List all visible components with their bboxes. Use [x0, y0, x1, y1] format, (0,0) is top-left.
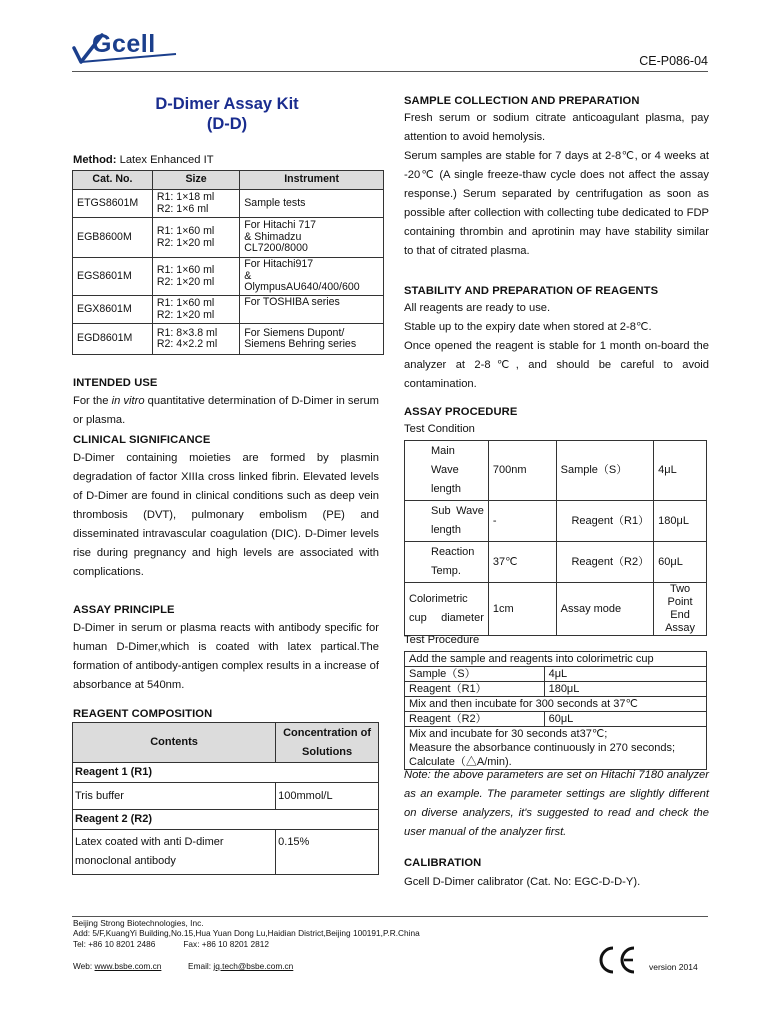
footer-fax: Fax: +86 10 8201 2812 [183, 938, 269, 949]
ce-mark-icon [597, 945, 637, 975]
cond-cup-label: Colorimetric cup diameter [405, 583, 489, 636]
test-condition-label: Test Condition [404, 423, 475, 435]
procedure-note: Note: the above parameters are set on Hitachi 7180 analyzer as an example. The parameter settings are slightly different on diverse analyzers, it's suggested to read and check the user manual of the analyzer first. [404, 769, 709, 838]
table-row [73, 830, 379, 875]
step-line: Calculate（△A/min). [409, 756, 512, 768]
sample-section [404, 95, 709, 261]
logo-brand-text: Gcell [92, 30, 156, 58]
instrument-text: & Shimadzu [244, 230, 302, 243]
calibration-text: Gcell D-Dimer calibrator (Cat. No: EGC-D-D-Y). [404, 876, 641, 888]
title-line-1: D-Dimer Assay Kit [155, 95, 299, 113]
cond-sample-label: Sample（S） [556, 441, 654, 501]
instrument-text: CL7200/8000 [244, 242, 308, 255]
rc-r1-conc: 100mmol/L [276, 783, 379, 810]
calibration-heading: CALIBRATION [404, 857, 482, 869]
document-code: CE-P086-04 [639, 54, 708, 68]
step-value: 180μL [544, 682, 706, 697]
step-line: Mix and incubate for 30 seconds at37℃; [409, 728, 608, 740]
sample-p1: Fresh serum or sodium citrate anticoagulant plasma, pay attention to avoid hemolysis. [404, 112, 709, 143]
intended-use-post: quantitative determination of D-Dimer in serum or plasma. [73, 395, 380, 426]
method-label: Method: [73, 154, 117, 166]
size-cell [152, 190, 239, 218]
rc-r2-conc: 0.15% [276, 830, 379, 875]
table-row [73, 258, 384, 296]
step-label: Reagent（R1） [405, 682, 545, 697]
cond-mode-value: Two Point End Assay [654, 583, 707, 636]
table-row [405, 682, 707, 697]
principle-heading: ASSAY PRINCIPLE [73, 604, 175, 616]
rc-header-row [73, 723, 379, 763]
size-r2: R2: 1×20 ml [156, 308, 215, 321]
intended-use-text [73, 392, 379, 430]
step-text [405, 727, 707, 770]
cond-cup-value: 1cm [488, 583, 556, 636]
instrument-cell [240, 190, 384, 218]
instrument-text: OlympusAU640/400/600 [244, 281, 360, 294]
footer [73, 918, 420, 971]
size-r1: R1: 1×18 ml [156, 191, 215, 203]
size-cell [152, 218, 239, 258]
intended-use-section [73, 377, 379, 430]
instrument-cell [240, 258, 384, 296]
stability-section [404, 285, 709, 394]
catalog-header-row [73, 171, 384, 190]
table-row [73, 783, 379, 810]
table-row [73, 324, 384, 355]
step-line: Measure the absorbance continuously in 270 seconds; [409, 742, 676, 754]
step-text: Mix and then incubate for 300 seconds at 37℃ [405, 697, 707, 712]
catalog-header-size: Size [152, 171, 239, 190]
reagent-composition-table [72, 722, 379, 875]
cond-sub-wave-value: - [488, 501, 556, 542]
cat-no-cell: EGX8601M [73, 296, 153, 324]
cond-main-wave-label: Main Wave length [405, 441, 489, 501]
cond-r1-label: Reagent（R1） [556, 501, 654, 542]
instrument-cell [240, 218, 384, 258]
footer-company: Beijing Strong Biotechnologies, Inc. [73, 918, 204, 928]
catalog-header-instrument: Instrument [240, 171, 384, 190]
rc-r1-label: Reagent 1 (R1) [73, 763, 379, 783]
rc-r2-label: Reagent 2 (R2) [73, 810, 379, 830]
instrument-text: For Hitachi 717 [244, 219, 317, 232]
instrument-text: Sample tests [244, 196, 306, 209]
catalog-header-cat: Cat. No. [73, 171, 153, 190]
table-row [405, 583, 707, 636]
footer-email-label: Email: [188, 960, 214, 971]
instrument-text: & [244, 269, 252, 282]
method-line [73, 154, 214, 166]
title-line-2: (D-D) [206, 115, 248, 133]
table-row [73, 190, 384, 218]
table-row [405, 727, 707, 770]
clinical-text: D-Dimer containing moieties are formed by plasmin degradation of factor XIIIa cross linked fibrin. Elevated levels of D-Dimer are found in clinical conditions such as deep vein thrombosis (DVT), pulmonary embolism (PE) and disseminated intravascular coagulation (DIC). D-Dimer levels rise during pregnancy and high levels are associated with complications. [73, 452, 379, 578]
test-condition-table [404, 440, 707, 636]
clinical-heading: CLINICAL SIGNIFICANCE [73, 434, 211, 446]
footer-email-link[interactable]: jq.tech@bsbe.com.cn [213, 960, 294, 971]
clinical-section [73, 434, 379, 582]
cat-no-cell: EGD8601M [73, 324, 153, 355]
cond-r2-value: 60μL [654, 542, 707, 583]
stability-p2: Stable up to the expiry date when stored at 2-8℃. [404, 321, 652, 333]
size-r1: R1: 1×60 ml [156, 264, 215, 276]
rc-header-concentration: Concentration of Solutions [276, 723, 379, 763]
table-row [405, 697, 707, 712]
size-cell [152, 296, 239, 324]
cat-no-cell: EGB8600M [73, 218, 153, 258]
rc-r1-item: Tris buffer [73, 783, 276, 810]
footer-web-label: Web: [73, 960, 95, 971]
size-r2: R2: 1×6 ml [156, 202, 209, 215]
stability-heading: STABILITY AND PREPARATION OF REAGENTS [404, 285, 659, 297]
instrument-text: For Hitachi917 [244, 258, 314, 271]
footer-address: Add: 5/F,KuangYi Building,No.15,Hua Yuan Dong Lu,Haidian District,Beijing 100191,P.R.China [73, 928, 420, 939]
reagent-comp-heading: REAGENT COMPOSITION [73, 708, 213, 720]
size-cell [152, 258, 239, 296]
test-procedure-label: Test Procedure [404, 634, 480, 646]
step-text: Add the sample and reagents into colorimetric cup [405, 652, 707, 667]
rc-header-contents: Contents [73, 723, 276, 763]
footer-web-link[interactable]: www.bsbe.com.cn [94, 960, 162, 971]
footer-divider [72, 916, 708, 917]
size-cell [152, 324, 239, 355]
instrument-text: For Siemens Dupont/ [244, 326, 345, 339]
cond-sample-value: 4μL [654, 441, 707, 501]
method-value: Latex Enhanced IT [119, 154, 214, 166]
table-row [73, 810, 379, 830]
cond-r1-value: 180μL [654, 501, 707, 542]
table-row [73, 763, 379, 783]
intended-use-pre: For the [73, 395, 112, 407]
principle-section [73, 604, 379, 695]
sample-p2: Serum samples are stable for 7 days at 2-8℃, or 4 weeks at -20℃ (A single freeze-thaw cycle does not affect the assay response.) Serum separated by centrifugation as soon as possible after collection with collecting tube dedicated to FDP containing thrombin and aprotinin may have stability similar to that of citrated plasma. [404, 150, 709, 257]
step-label: Sample（S） [405, 667, 545, 682]
rc-r2-item: Latex coated with anti D-dimer monoclonal antibody [73, 830, 276, 875]
intended-use-heading: INTENDED USE [73, 377, 158, 389]
cat-no-cell: EGS8601M [73, 258, 153, 296]
cond-mode-label: Assay mode [556, 583, 654, 636]
instrument-text: For TOSHIBA series [244, 296, 340, 308]
table-row [405, 542, 707, 583]
size-r2: R2: 4×2.2 ml [156, 338, 218, 350]
table-row [405, 712, 707, 727]
footer-tel: Tel: +86 10 8201 2486 [73, 938, 156, 949]
instrument-cell [240, 324, 384, 355]
procedure-heading: ASSAY PROCEDURE [404, 406, 518, 418]
table-row [405, 441, 707, 501]
header-divider [72, 71, 708, 72]
step-value: 4μL [544, 667, 706, 682]
size-r1: R1: 8×3.8 ml [156, 326, 218, 339]
table-row [405, 501, 707, 542]
size-r2: R2: 1×20 ml [156, 236, 215, 249]
cond-temp-value: 37℃ [488, 542, 556, 583]
principle-text: D-Dimer in serum or plasma reacts with antibody specific for human D-Dimer,which is coated with latex partical.The formation of antibody-antigen complex results in a increase of absorbance at 540nm. [73, 622, 379, 691]
size-r1: R1: 1×60 ml [156, 225, 215, 237]
step-label: Reagent（R2） [405, 712, 545, 727]
cond-r2-label: Reagent（R2） [556, 542, 654, 583]
cond-sub-wave-label: Sub Wave length [405, 501, 489, 542]
table-row [73, 218, 384, 258]
stability-p3: Once opened the reagent is stable for 1 month on-board the analyzer at 2-8℃, and should be careful to avoid contamination. [404, 340, 709, 390]
footer-phone-line [73, 939, 420, 949]
cat-no-cell: ETGS8601M [73, 190, 153, 218]
table-row [405, 667, 707, 682]
table-row [73, 296, 384, 324]
calibration-section [404, 857, 709, 892]
intended-use-italic: in vitro [111, 395, 145, 407]
size-r1: R1: 1×60 ml [156, 297, 215, 309]
catalog-table [72, 170, 384, 355]
footer-web-line [73, 961, 420, 971]
instrument-cell [240, 296, 384, 324]
instrument-text: Siemens Behring series [244, 338, 357, 350]
table-row [405, 652, 707, 667]
size-r2: R2: 1×20 ml [156, 275, 215, 288]
test-procedure-table [404, 651, 707, 770]
sample-heading: SAMPLE COLLECTION AND PREPARATION [404, 95, 640, 107]
step-value: 60μL [544, 712, 706, 727]
gcell-logo [72, 26, 182, 70]
cond-main-wave-value: 700nm [488, 441, 556, 501]
stability-p1: All reagents are ready to use. [404, 302, 551, 314]
cond-temp-label: Reaction Temp. [405, 542, 489, 583]
page-title [72, 94, 382, 134]
version-label: version 2014 [649, 962, 698, 972]
